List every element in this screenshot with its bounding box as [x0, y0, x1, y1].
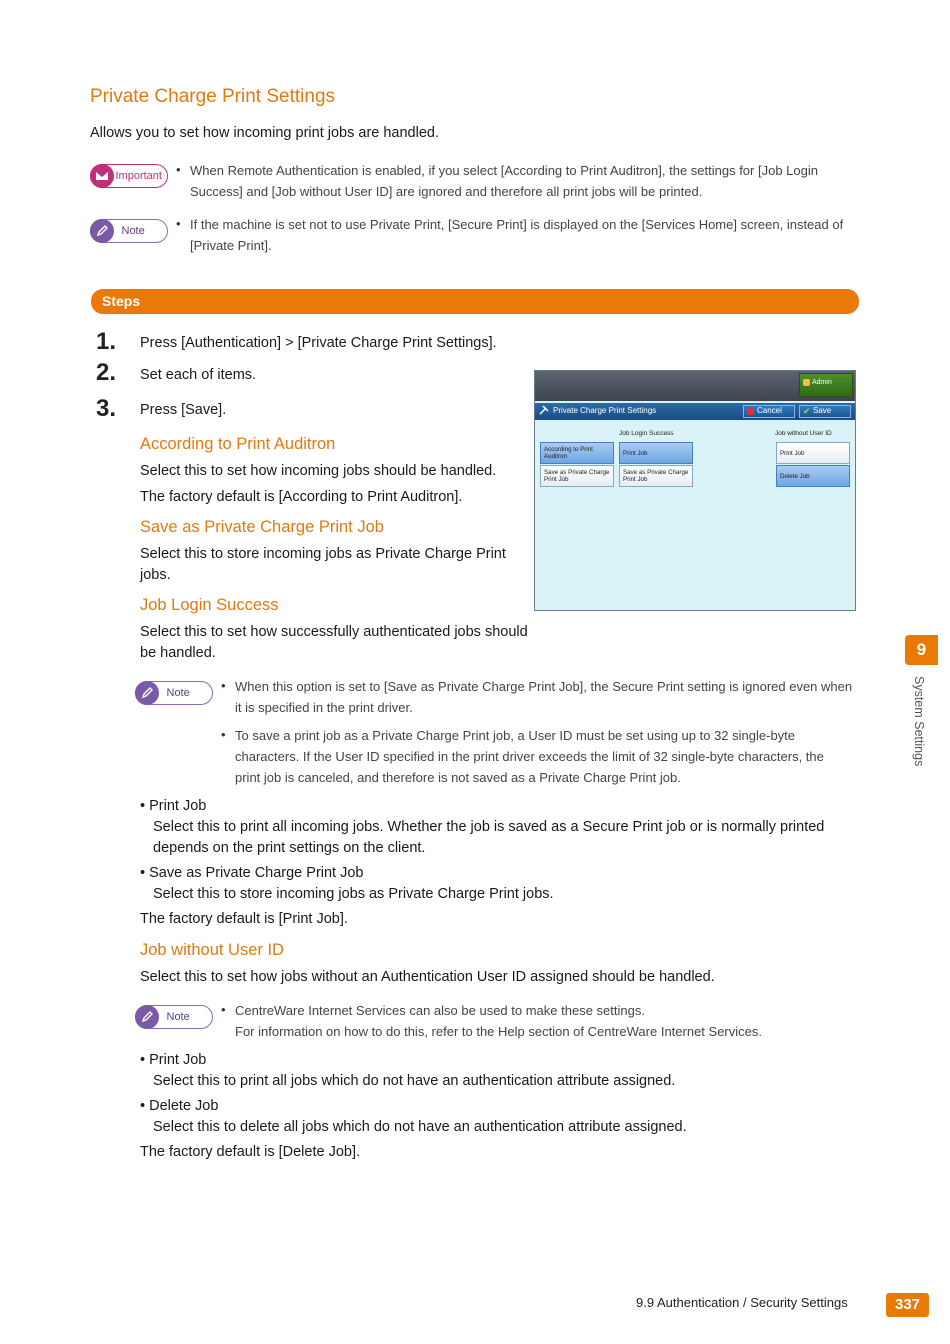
section-heading: Job without User ID: [140, 941, 284, 959]
section-heading: According to Print Auditron: [140, 435, 336, 453]
column-header: Job without User ID: [775, 430, 832, 437]
section-text: The factory default is [According to Print Auditron].: [140, 489, 463, 505]
screen-topbar: [535, 371, 855, 401]
screen-title: Private Charge Print Settings: [553, 406, 657, 415]
column-header: Job Login Success: [619, 430, 674, 437]
option-item: • Print Job Select this to print all jobs which do not have an authentication attribute assigned.: [140, 1052, 676, 1089]
admin-button[interactable]: Admin: [799, 373, 853, 397]
checkmark-icon: ✔: [803, 406, 811, 416]
section-text: be handled.: [140, 645, 216, 661]
step-text: Press [Authentication] > [Private Charge Print Settings].: [140, 335, 497, 351]
important-note: When Remote Authentication is enabled, if you select [According to Print Auditron], the settings for [Job Login Success] and [Job without User ID] are ignored and therefore all print jobs will be printed.: [190, 163, 818, 199]
bullet-dot: •: [221, 727, 226, 742]
section-text: The factory default is [Delete Job].: [140, 1144, 361, 1160]
cancel-icon: [747, 408, 754, 415]
cancel-button[interactable]: Cancel: [743, 405, 795, 418]
important-icon: [90, 164, 114, 188]
section-heading: Job Login Success: [140, 596, 279, 614]
option-item: • Delete Job Select this to delete all jobs which do not have an authentication attribute assigned.: [140, 1098, 687, 1135]
admin-icon: [803, 379, 810, 386]
step-text: Press [Save].: [140, 402, 227, 418]
screen-titlebar: [535, 403, 855, 420]
bullet-dot: •: [221, 678, 226, 693]
pencil-icon: [135, 681, 159, 705]
section-text: Select this to store incoming jobs as Private Charge Print: [140, 546, 506, 562]
section-text: jobs.: [140, 567, 171, 583]
section-text: The factory default is [Print Job].: [140, 911, 348, 927]
option-delete-job[interactable]: Delete Job: [776, 465, 850, 487]
note-text: CentreWare Internet Services can also be used to make these settings. For information on how to do this, refer to the Help section of CentreWare Internet Services.: [235, 1003, 762, 1039]
section-text: Select this to set how jobs without an Authentication User ID assigned should be handled.: [140, 969, 715, 985]
pencil-icon: [135, 1005, 159, 1029]
option-print-job[interactable]: Print Job: [619, 442, 693, 464]
section-text: Select this to set how incoming jobs should be handled.: [140, 463, 497, 479]
tools-icon: [539, 405, 549, 415]
bullet-dot: •: [176, 216, 181, 231]
step-number: 1.: [96, 328, 117, 355]
intro-text: Allows you to set how incoming print jobs are handled.: [90, 125, 439, 141]
bullet-dot: •: [176, 162, 181, 177]
step-text: Set each of items.: [140, 367, 257, 383]
note-text: When this option is set to [Save as Private Charge Print Job], the Secure Print setting is ignored even when it is specified in the print driver.: [235, 679, 853, 715]
note-badge: Note: [135, 1005, 213, 1029]
step-number: 3.: [96, 395, 117, 422]
page-title: Private Charge Print Settings: [90, 86, 336, 107]
option-print-job[interactable]: Print Job: [776, 442, 850, 464]
chapter-tab: 9: [905, 635, 938, 665]
screen-body: [535, 420, 855, 610]
option-auditron[interactable]: According to Print Auditron: [540, 442, 614, 464]
note-text: If the machine is set not to use Private Print, [Secure Print] is displayed on the [Services Home] screen, instead of [Private Print].: [190, 217, 844, 253]
footer-section: 9.9 Authentication / Security Settings: [636, 1295, 848, 1310]
note-badge: Note: [90, 219, 168, 243]
note-badge: Note: [135, 681, 213, 705]
important-badge: Important: [90, 164, 168, 188]
chapter-label: System Settings: [912, 676, 926, 767]
section-heading: Save as Private Charge Print Job: [140, 518, 384, 536]
option-item: • Save as Private Charge Print Job Select this to store incoming jobs as Private Charge Print jobs.: [140, 865, 554, 902]
note-text: To save a print job as a Private Charge Print job, a User ID must be set using up to 32 single-byte characters. If the User ID specified in the print driver exceeds the limit of 32 single-byte characters, the print job is canceled, and therefore is not saved as a Private Charge Print job.: [235, 728, 824, 785]
page-number: 337: [886, 1293, 929, 1317]
section-text: Select this to set how successfully authenticated jobs should: [140, 624, 528, 640]
option-item: • Print Job Select this to print all incoming jobs. Whether the job is saved as a Secure Print job or is normally printed depends on the print settings on the client.: [140, 798, 825, 856]
pencil-icon: [90, 219, 114, 243]
option-save-private[interactable]: Save as Private Charge Print Job: [540, 465, 614, 487]
option-save-private[interactable]: Save as Private Charge Print Job: [619, 465, 693, 487]
steps-header: Steps: [91, 289, 859, 314]
step-number: 2.: [96, 359, 117, 386]
save-button[interactable]: ✔ Save: [799, 405, 851, 418]
device-screenshot: [534, 370, 856, 611]
bullet-dot: •: [221, 1002, 226, 1017]
